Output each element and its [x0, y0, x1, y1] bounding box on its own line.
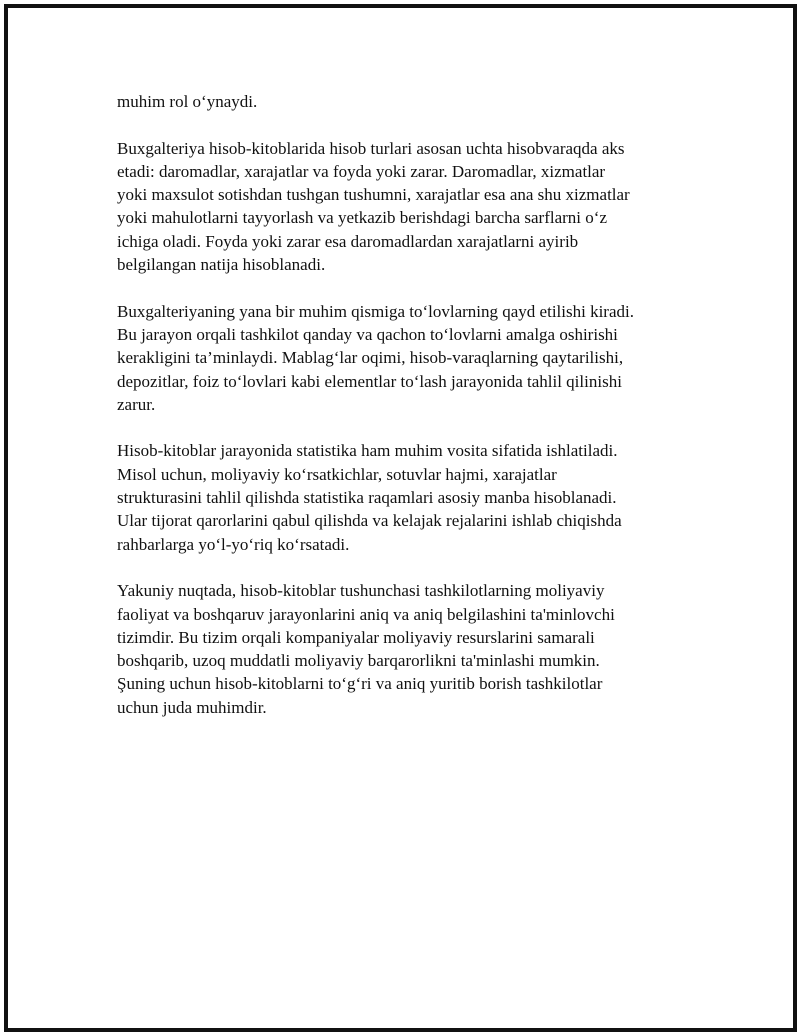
- paragraph-5: Yakuniy nuqtada, hisob-kitoblar tushunchasi tashkilotlarning moliyaviy faoliyat va boshqaruv jarayonlarini aniq va aniq belgilashini ta'minlovchi tizimdir. Bu tizim orqali kompaniyalar moliyaviy resurslarini samarali boshqarib, uzoq muddatli moliyaviy barqarorlikni ta'minlashi mumkin. Şuning uchun hisob-kitoblarni to‘g‘ri va aniq yuritib borish tashkilotlar uchun juda muhimdir.: [117, 581, 615, 717]
- paragraph-1: muhim rol o‘ynaydi.: [117, 92, 258, 111]
- paragraph-3: Buxgalteriyaning yana bir muhim qismiga to‘lovlarning qayd etilishi kiradi. Bu jarayon orqali tashkilot qanday va qachon to‘lovlarni amalga oshirishi kerakligini ta’minlaydi. Mablag‘lar oqimi, hisob-varaqlarning qaytarilishi, depozitlar, foiz to‘lovlari kabi elementlar to‘lash jarayonida tahlil qilinishi zarur.: [117, 301, 634, 414]
- document-body: [117, 90, 697, 742]
- paragraph-2: Buxgalteriya hisob-kitoblarida hisob turlari asosan uchta hisobvaraqda aks etadi: daromadlar, xarajatlar va foyda yoki zarar. Daromadlar, xizmatlar yoki maxsulot sotishdan tushgan tushumni, xarajatlar esa ana shu xizmatlar yoki mahulotlarni tayyorlash va yetkazib berishdagi barcha sarflarni o‘z ichiga oladi. Foyda yoki zarar esa daromadlardan xarajatlarni ayirib belgilangan natija hisoblanadi.: [117, 138, 630, 275]
- paragraph-4: Hisob-kitoblar jarayonida statistika ham muhim vosita sifatida ishlatiladi. Misol uchun, moliyaviy ko‘rsatkichlar, sotuvlar hajmi, xarajatlar strukturasini tahlil qilishda statistika raqamlari asosiy manba hisoblanadi. Ular tijorat qarorlarini qabul qilishda va kelajak rejalarini ishlab chiqishda rahbarlarga yo‘l-yo‘riq ko‘rsatadi.: [117, 441, 622, 554]
